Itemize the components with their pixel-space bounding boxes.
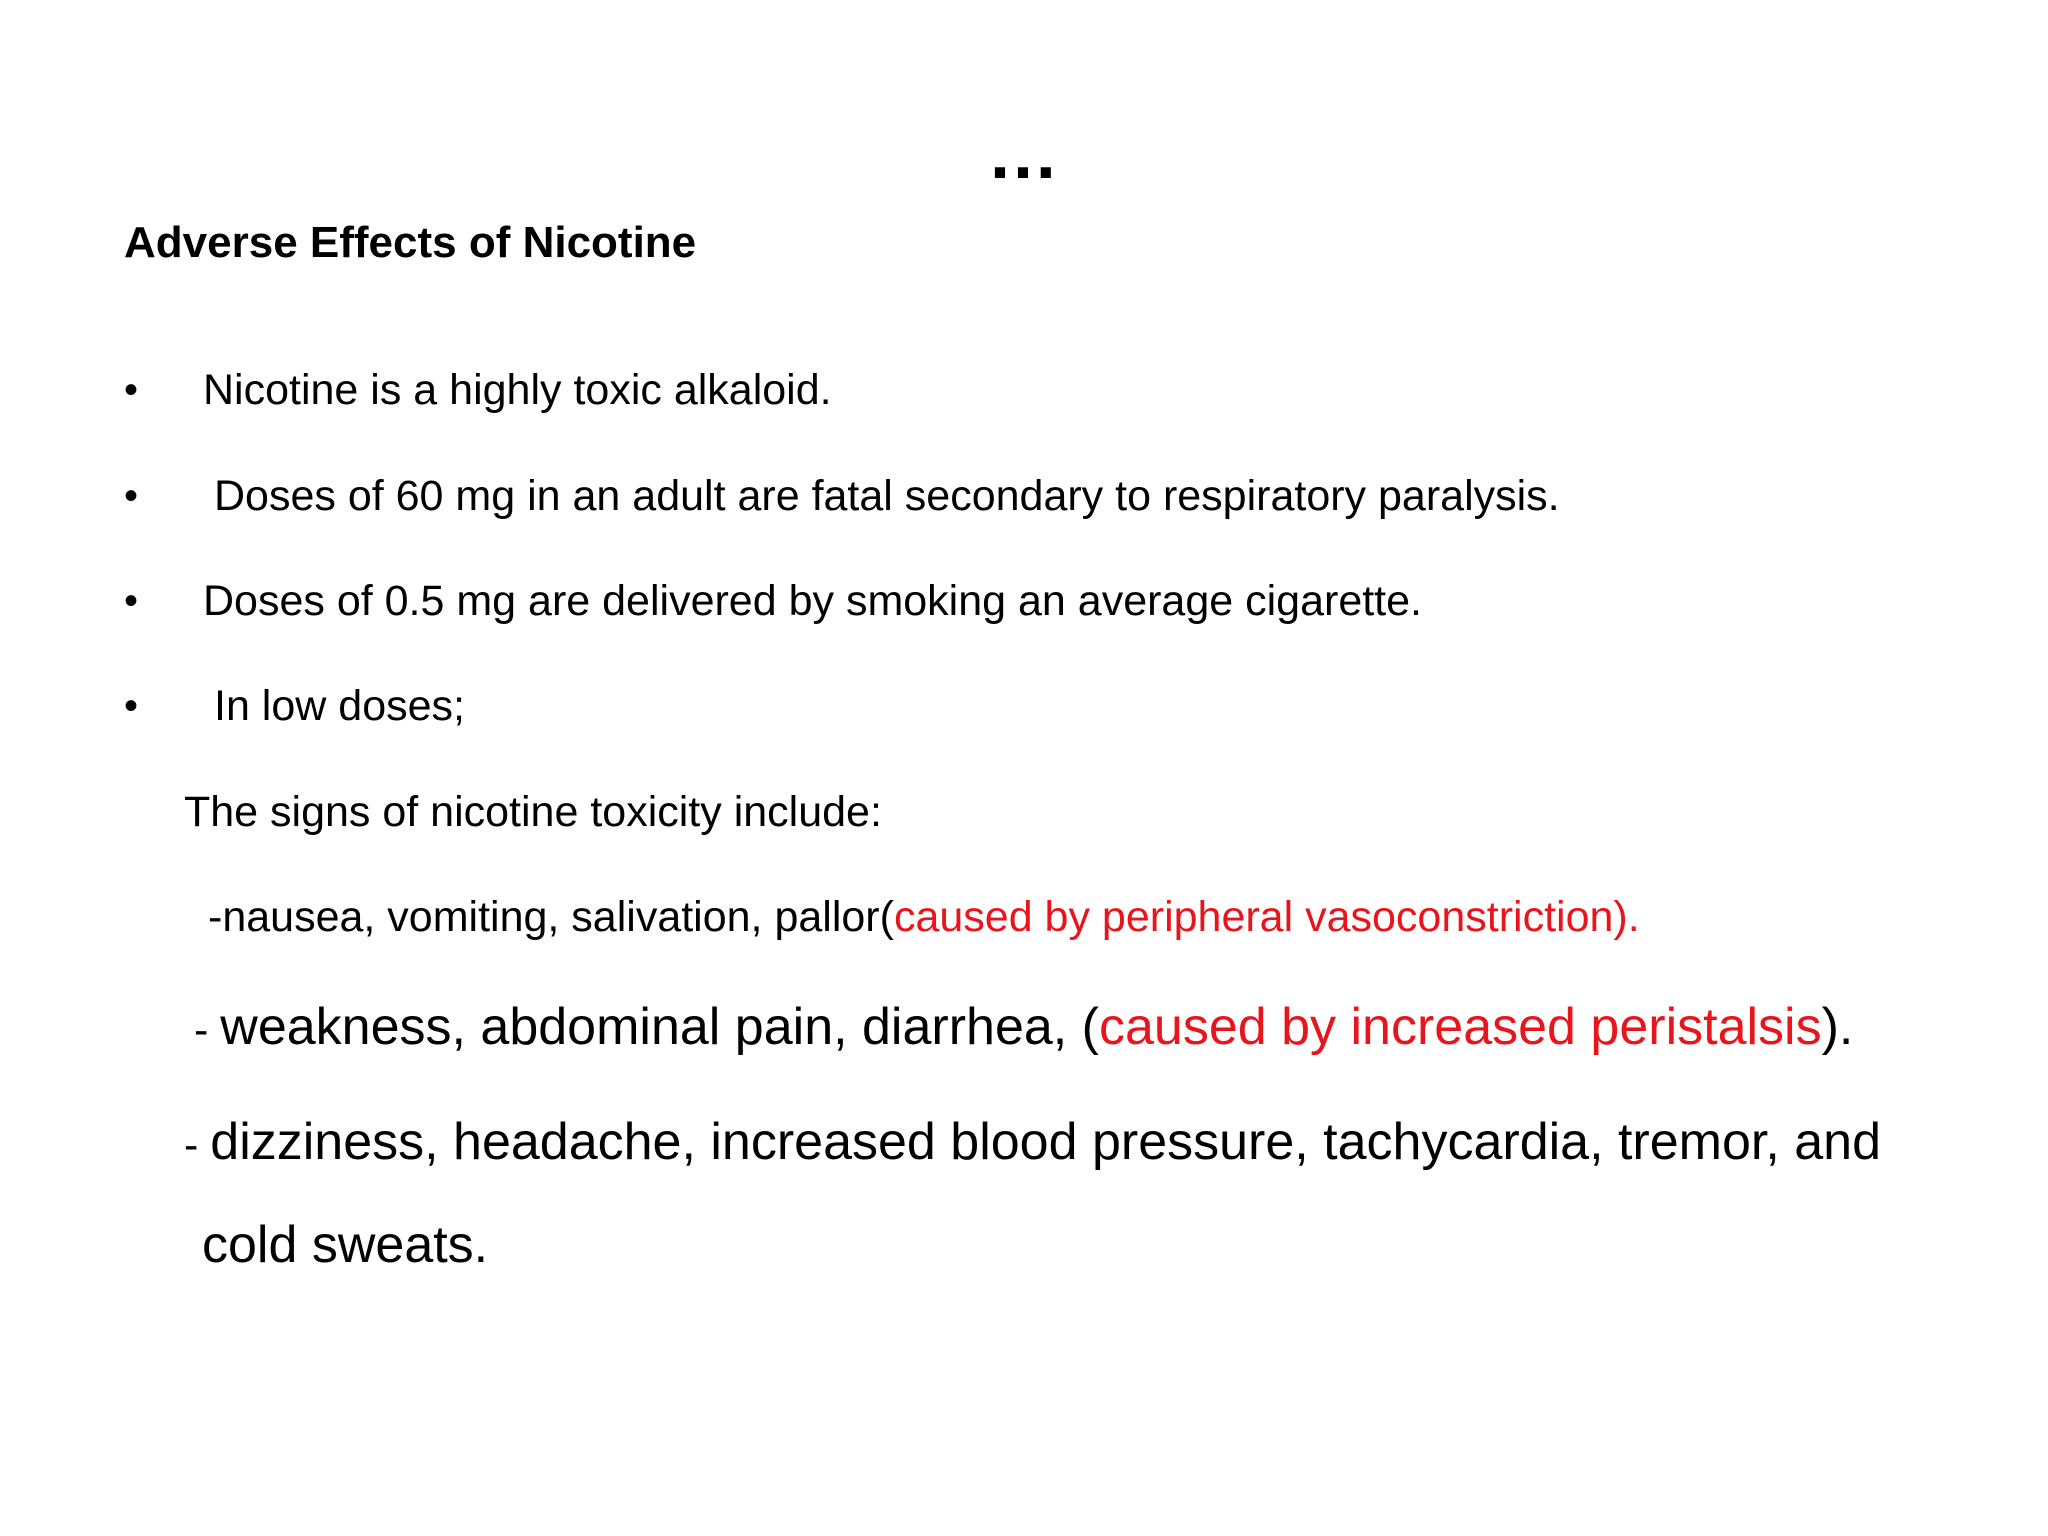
section-heading: Adverse Effects of Nicotine (124, 218, 697, 267)
bullet-marker: • (124, 579, 139, 623)
sign-cause: caused by peripheral vasoconstriction). (893, 893, 1640, 941)
bullet-text: In low doses; (214, 682, 465, 730)
bullet-marker: • (124, 368, 139, 412)
signs-intro: The signs of nicotine toxicity include: (184, 788, 882, 836)
sign-cause: caused by increased peristalsis (1099, 998, 1822, 1056)
sign-text: dizziness, headache, increased blood pressure, tachycardia, tremor, and (210, 1113, 1882, 1171)
sign-dash: - (184, 1121, 211, 1169)
sign-line-weakness (194, 992, 1853, 1065)
sign-text: -nausea, vomiting, salivation, pallor( (208, 893, 894, 941)
bullet-text: Doses of 60 mg in an adult are fatal secondary to respiratory paralysis. (214, 472, 1560, 520)
sign-line-nausea (208, 887, 1640, 947)
sign-text: weakness, abdominal pain, diarrhea, ( (220, 998, 1099, 1056)
sign-line-dizziness (184, 1107, 1881, 1180)
bullet-marker: • (124, 474, 139, 518)
sign-end: ). (1821, 998, 1854, 1056)
bullet-marker: • (124, 684, 139, 728)
bullet-text: Nicotine is a highly toxic alkaloid. (203, 366, 832, 414)
sign-dash: - (194, 1006, 221, 1054)
slide-title: … (987, 114, 1061, 194)
bullet-text: Doses of 0.5 mg are delivered by smoking an average cigarette. (203, 577, 1422, 625)
sign-line-continuation: cold sweats. (202, 1216, 489, 1274)
